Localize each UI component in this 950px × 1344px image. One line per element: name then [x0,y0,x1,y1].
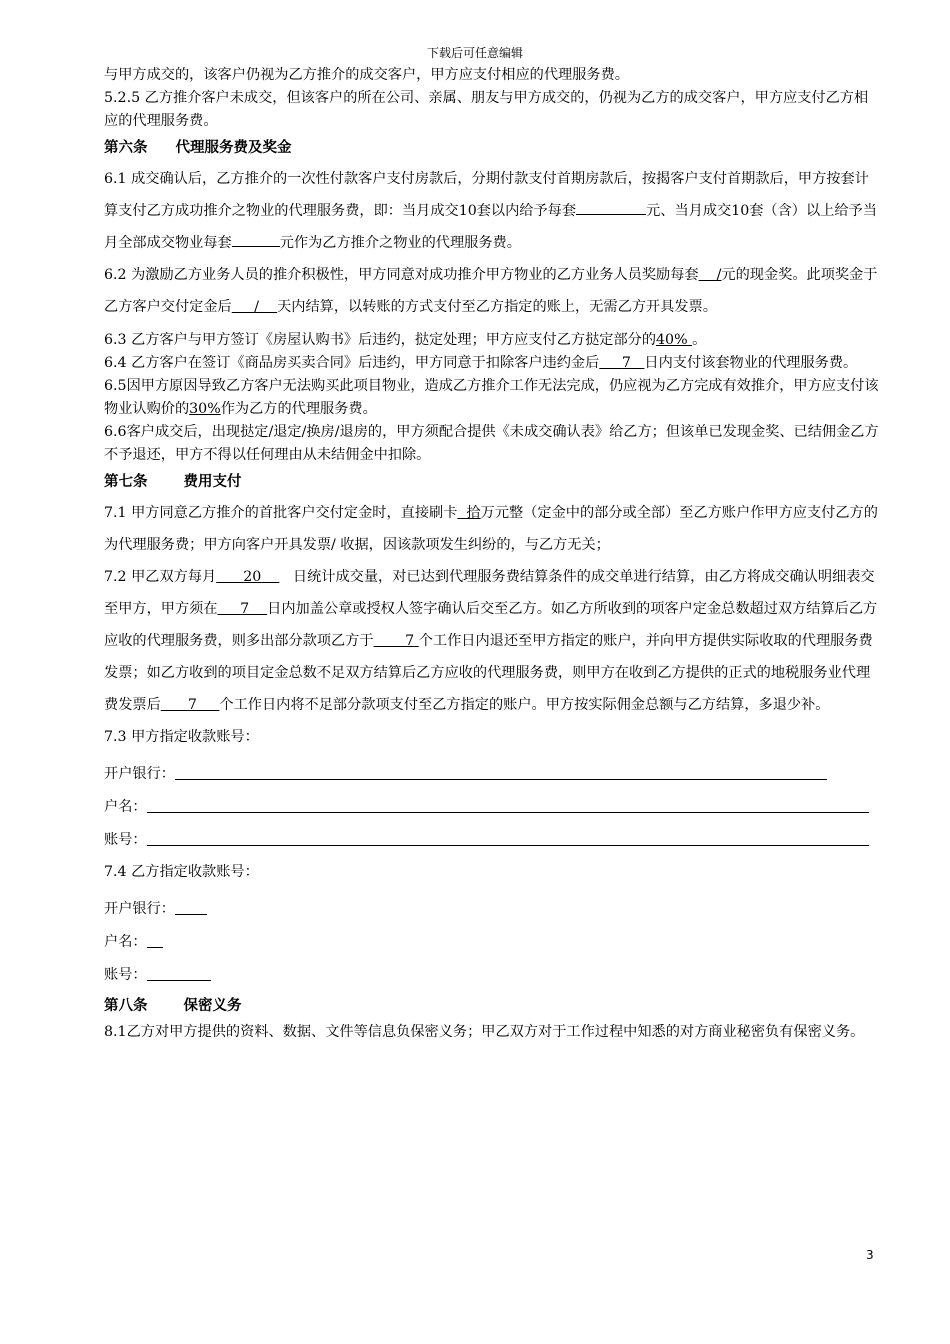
text-run: 。 [692,332,707,348]
field-line[interactable] [147,829,869,846]
text-run: 6.4 乙方客户在签订《商品房买卖合同》后违约，甲方同意于扣除客户违约金后 [104,355,600,371]
paragraph-7-1 [104,497,879,561]
text-run: 元的现金奖。此项奖金于乙方客户交付定金后 [104,267,878,315]
filled-value: 7 [621,355,631,371]
text-run: 天内结算，以转账的方式支付至乙方指定的账上，无需乙方开具发票。 [277,299,717,315]
section-heading-6 [104,135,879,161]
fill-blank[interactable] [232,230,280,247]
section-title: 费用支付 [183,474,242,490]
filled-value: 20 [243,569,262,585]
filled-value: 30% [189,401,221,417]
section-heading-7 [104,469,879,495]
text-run: 6.5因甲方原因导致乙方客户无法购买此项目物业，造成乙方推介工作无法完成，仍应视为乙方完成有效推介，甲方应支付该物业认购价的 [104,378,879,417]
filled-value: 7 [240,601,250,617]
field-label: 开户银行： [104,901,175,917]
party-a-name-field[interactable] [104,786,879,819]
field-label: 账号： [104,832,147,848]
text-run: 7.2 甲乙双方每月 [104,569,217,585]
field-line[interactable] [147,964,211,981]
text-run: 作为乙方的代理服务费。 [220,401,377,417]
paragraph-6-6: 6.6客户成交后，出现挞定/退定/换房/退房的，甲方须配合提供《未成交确认表》给乙方；但该单已发现金奖、已结佣金乙方不予退还，甲方不得以任何理由从未结佣金中扣除。 [104,424,879,463]
party-a-bank-field[interactable] [104,753,879,786]
paragraph-8-1: 8.1乙方对甲方提供的资料、数据、文件等信息负保密义务；甲乙双方对于工作过程中知悉的对方商业秘密负有保密义务。 [104,1024,865,1040]
section-number: 第八条 [104,998,148,1014]
text-run: 日统计成交量，对已达到代理服务费结算条件的成交单进行结算，由乙方将成交确认明细表交至甲方，甲方须在 [104,569,875,617]
text-run: 个工作日内将不足部分款项支付至乙方指定的账户。甲方按实际佣金总额与乙方结算，多退少补。 [219,697,830,713]
section-title: 保密义务 [183,998,242,1014]
field-line[interactable] [175,763,827,780]
field-line[interactable] [147,931,163,948]
filled-value: 7 [405,633,415,649]
filled-value: / [716,267,722,283]
section-number: 第六条 [104,140,148,156]
section-number: 第七条 [104,474,148,490]
filled-value: 拾 [466,505,481,521]
paragraph-5-2-4-continued: 与甲方成交的，该客户仍视为乙方推介的成交客户，甲方应支付相应的代理服务费。 [104,67,629,83]
paragraph-7-2 [104,561,879,721]
text-run: 元、当月成交10套（含）以上给予当月全部成交物业每套 [104,203,877,251]
text-run: 7.1 甲方同意乙方推介的首批客户交付定金时，直接刷卡 [104,505,458,521]
party-a-account-title: 7.3 甲方指定收款账号： [104,729,259,745]
field-label: 户名： [104,934,147,950]
text-run: 万元整（定金中的部分或全部）至乙方账户作甲方应支付乙方的为代理服务费；甲方向客户开具发票/ 收据，因该款项发生纠纷的，与乙方无关； [104,505,878,553]
text-run: 元作为乙方推介之物业的代理服务费。 [279,235,521,251]
party-b-bank-field[interactable] [104,888,879,921]
paragraph-6-1 [104,163,879,259]
field-line[interactable] [147,796,869,813]
filled-value: / [254,299,260,315]
page-number: 3 [866,1248,874,1262]
text-run: 日内加盖公章或授权人签字确认后交至乙方。如乙方所收到的项客户定金总数超过双方结算后乙方应收的代理服务费，则多出部分款项乙方于 [104,601,878,649]
filled-value: 40% [656,332,688,348]
filled-value: 7 [187,697,197,713]
paragraph-6-5 [104,375,879,421]
text-run: 6.2 为激励乙方业务人员的推介积极性，甲方同意对成功推介甲方物业的乙方业务人员奖励每套 [104,267,699,283]
field-line[interactable] [175,898,207,915]
field-label: 开户银行： [104,766,175,782]
text-run: 6.3 乙方客户与甲方签订《房屋认购书》后违约，挞定处理；甲方应支付乙方挞定部分的 [104,332,657,348]
field-label: 账号： [104,967,147,983]
paragraph-6-3 [104,329,879,352]
document-body [104,64,879,1044]
paragraph-6-4 [104,352,879,375]
text-run: 日内支付该套物业的代理服务费。 [644,355,858,371]
section-heading-8 [104,993,879,1019]
paragraph-5-2-5: 5.2.5 乙方推介客户未成交，但该客户的所在公司、亲属、朋友与甲方成交的，仍视为乙方的成交客户，甲方应支付乙方相应的代理服务费。 [104,90,869,129]
section-title: 代理服务费及奖金 [175,140,292,156]
party-b-account-field[interactable] [104,954,879,987]
text-run: 个工作日内退还至甲方指定的账户，并向甲方提供实际收取的代理服务费发票；如乙方收到的项目定金总数不足双方结算后乙方应收的代理服务费，则甲方在收到乙方提供的正式的地税服务业代理费发票后 [104,633,873,713]
page-header: 下载后可任意编辑 [426,46,523,60]
fill-blank[interactable] [576,198,646,215]
party-a-account-field[interactable] [104,819,879,852]
text-run: 6.1 成交确认后，乙方推介的一次性付款客户支付房款后，分期付款支付首期房款后，按揭客户支付首期款后，甲方按套计算支付乙方成功推介之物业的代理服务费，即：当月成交10套以内给予每套 [104,171,869,219]
party-b-name-field[interactable] [104,921,879,954]
paragraph-6-2 [104,259,879,323]
party-b-account-title: 7.4 乙方指定收款账号： [104,864,259,880]
field-label: 户名： [104,799,147,815]
